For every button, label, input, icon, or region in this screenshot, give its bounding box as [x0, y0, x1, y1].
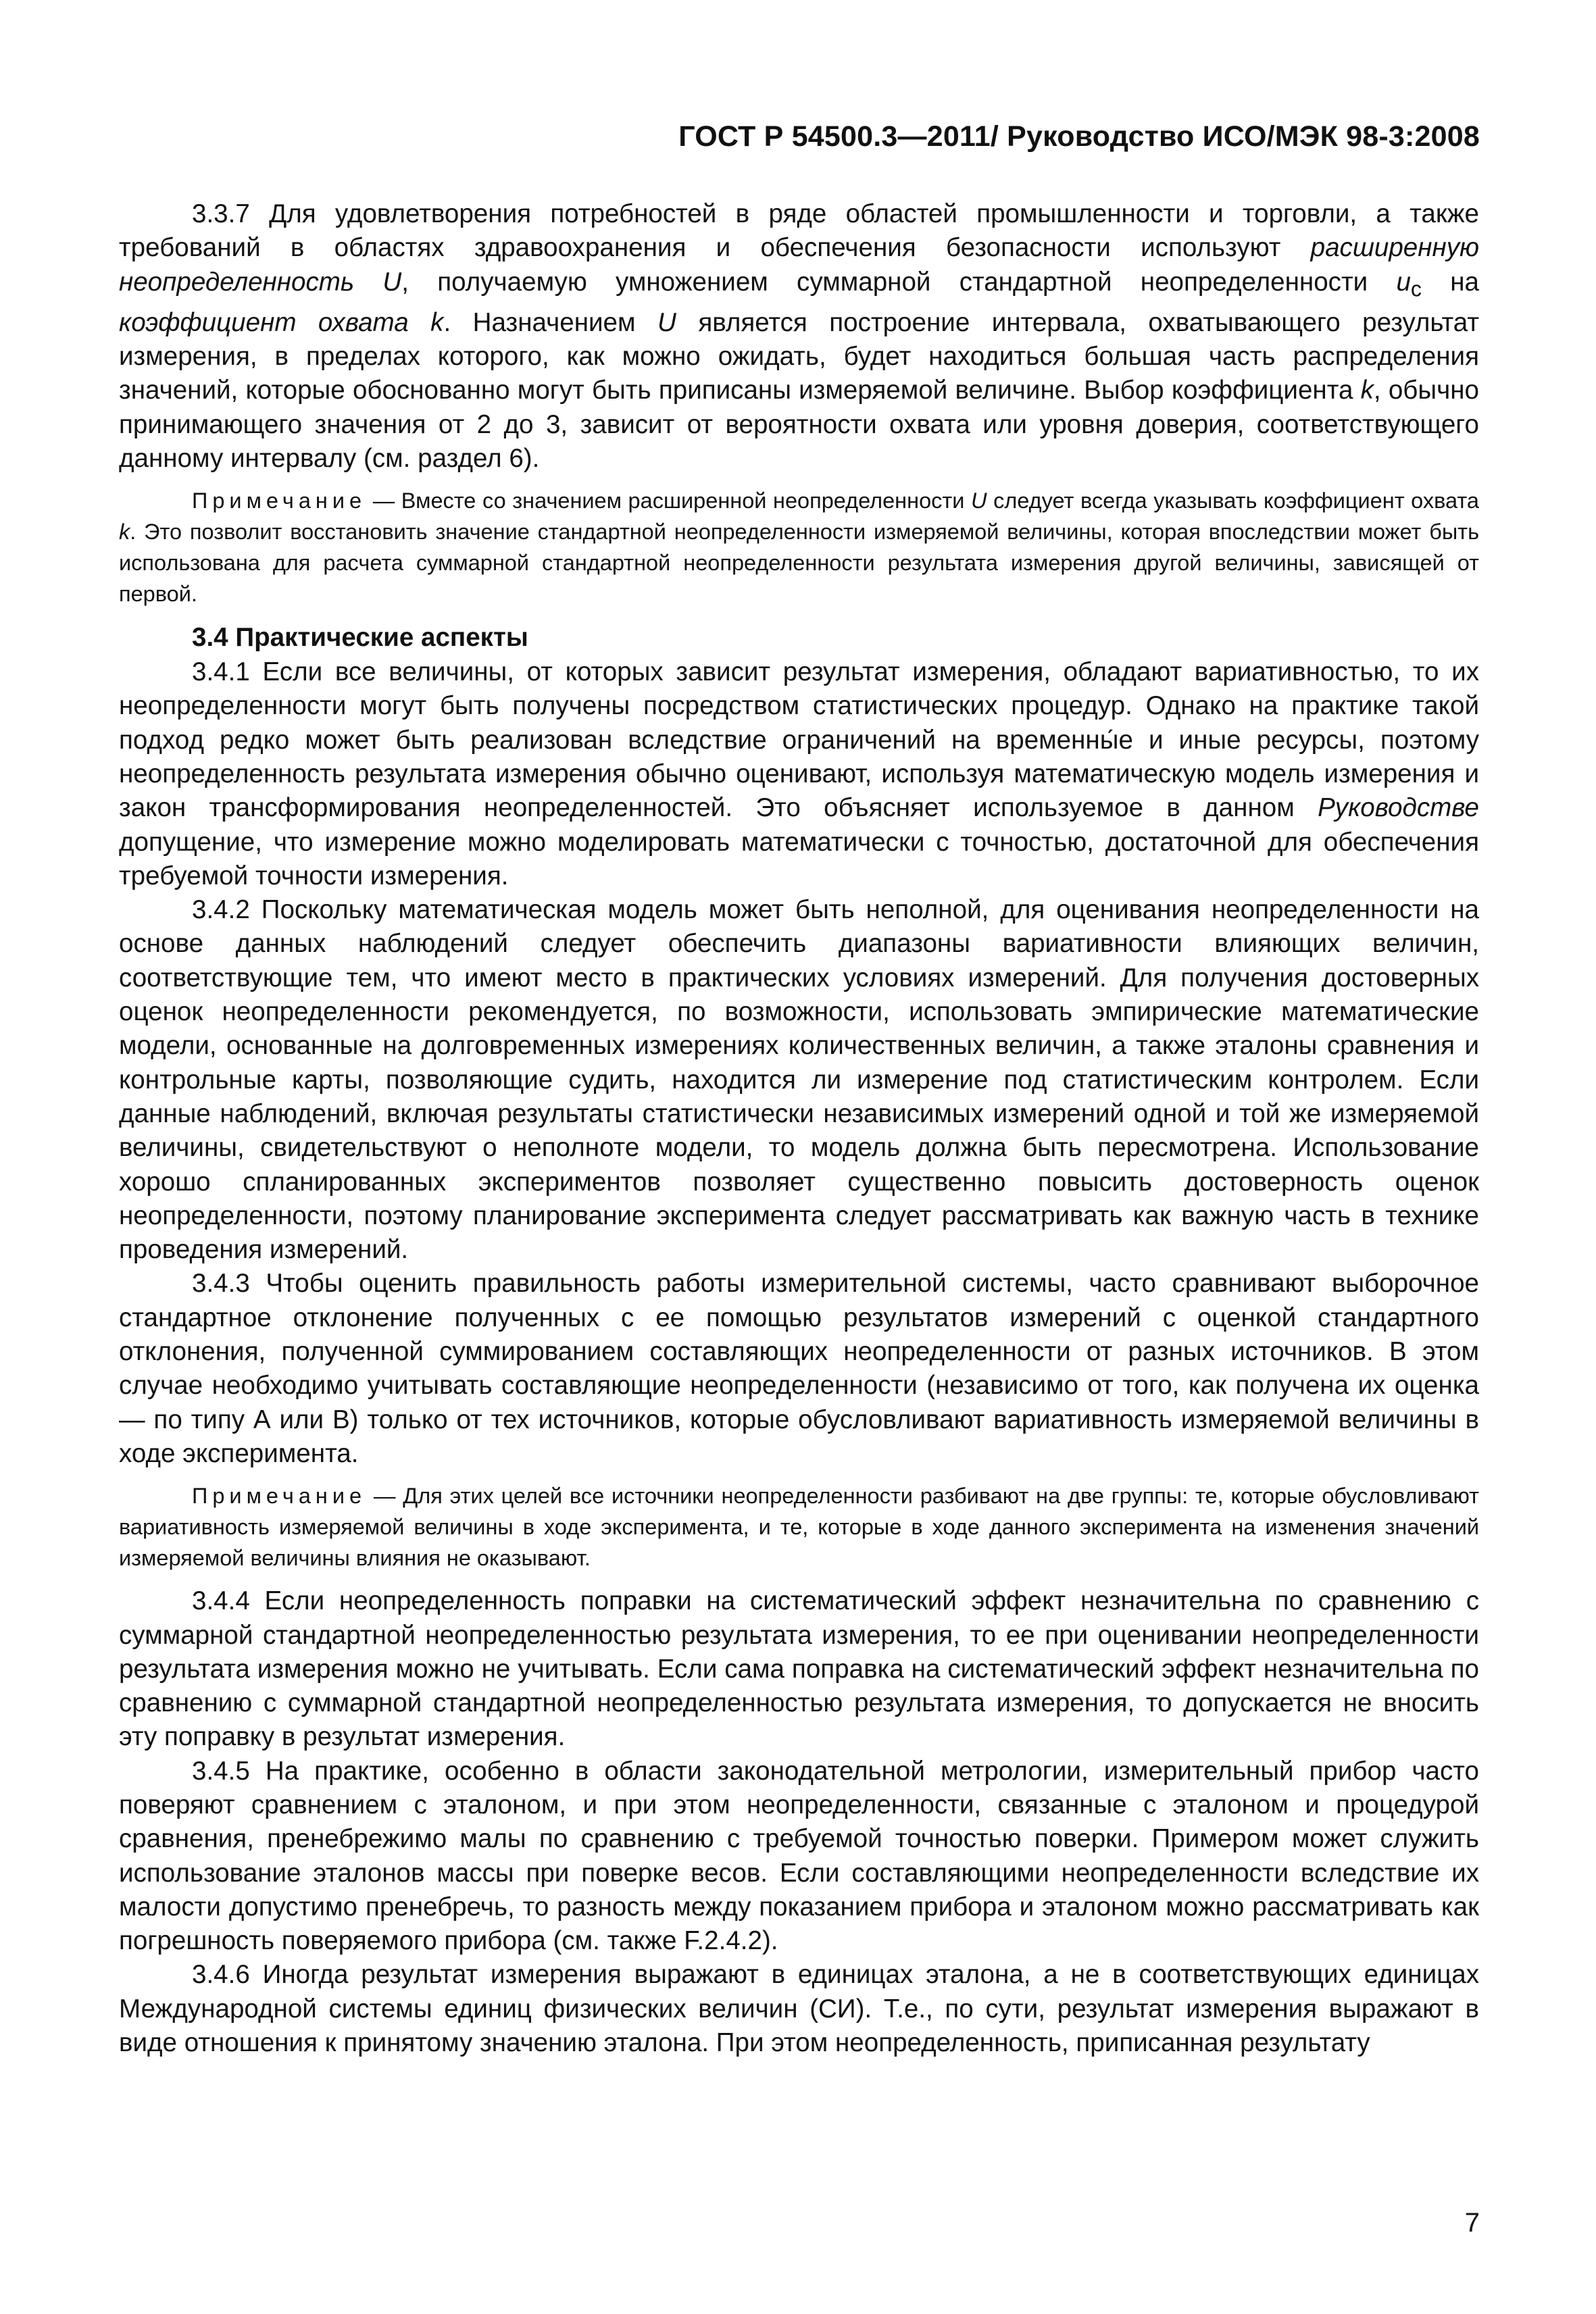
note-label: Примечание — [192, 488, 367, 513]
note-label: Примечание — [192, 1484, 367, 1509]
paragraph-3-4-2: 3.4.2 Поскольку математическая модель может быть неполной, для оценивания неопределенности на основе данных наблюдений следует обеспечить диапазоны вариативности влияющих величин, соответствующие тем, что имеют место в практических условиях измерений. Для получения достоверных оценок неопределенности рекомендуется, по возможности, использовать эмпирические математические модели, основанные на долговременных измерениях количественных величин, а также эталоны сравнения и контрольные карты, позволяющие судить, находится ли измерение под статистическим контролем. Если данные наблюдений, включая результаты статистически независимых измерений одной и той же измеряемой величины, свидетельствуют о неполноте модели, то модель должна быть пересмотрена. Использование хорошо спланированных экспериментов позволяет существенно повысить достоверность оценок неопределенности, поэтому планирование эксперимента следует рассматривать как важную часть в технике проведения измерений. — [119, 895, 1479, 1265]
paragraph-3-4-1: 3.4.1 Если все величины, от которых зависит результат измерения, обладают вариативностью, то их неопределенности могут быть получены посредством статистических процедур. Однако на практике такой подход редко может быть реализован вследствие ограничений на временны́е и иные ресурсы, поэтому неопределенность результата измерения обычно оценивают, используя математическую модель измерения и закон трансформирования неопределенностей. Это объясняет используемое в данном Руководстве допущение, что измерение можно моделировать математически с точностью, достаточной для обеспечения требуемой точности измерения. — [119, 657, 1479, 890]
paragraph-3-4-4: 3.4.4 Если неопределенность поправки на систематический эффект незначительна по сравнению с суммарной стандартной неопределенностью результата измерения, то ее при оценивании неопределенности результата измерения можно не учитывать. Если сама поправка на систематический эффект незначительна по сравнению с суммарной стандартной неопределенностью результата измерения, то допускается не вносить эту поправку в результат измерения. — [119, 1586, 1479, 1752]
document-body — [119, 197, 1479, 2060]
paragraph-3-4-6: 3.4.6 Иногда результат измерения выражают в единицах эталона, а не в соответствующих единицах Международной системы единиц физических величин (СИ). Т.е., по сути, результат измерения выражают в виде отношения к принятому значению эталона. При этом неопределенность, приписанная результату — [119, 1960, 1479, 2058]
note-expanded-uncertainty: Примечание — Вместе со значением расширенной неопределенности U следует всегда указывать коэффициент охвата k. Это позволит восстановить значение стандартной неопределенности измеряемой величины, которая впоследствии может быть использована для расчета суммарной стандартной неопределенности результата измерения другой величины, зависящей от первой. — [119, 488, 1479, 607]
note-uncertainty-groups: Примечание — Для этих целей все источники неопределенности разбивают на две группы: те, которые обусловливают вариативность измеряемой величины в ходе эксперимента, и те, которые в ходе данного эксперимента на изменения значений измеряемой величины влияния не оказывают. — [119, 1484, 1479, 1571]
paragraph-3-3-7: 3.3.7 Для удовлетворения потребностей в ряде областей промышленности и торговли, а также требований в областях здравоохранения и обеспечения безопасности используют расширенную неопределенность U, получаемую умножением суммарной стандартной неопределенности $u_c$ на коэффициент охвата k. Назначением U является построение интервала, охватывающего результат измерения, в пределах которого, как можно ожидать, будет находиться большая часть распределения значений, которые обоснованно могут быть приписаны измеряемой величине. Выбор коэффициента k, обычно принимающего значения от 2 до 3, зависит от вероятности охвата или уровня доверия, соответствующего данному интервалу (см. раздел 6). — [119, 199, 1479, 473]
page-header: ГОСТ Р 54500.3—2011/ Руководство ИСО/МЭК 98-3:2008 — [678, 120, 1480, 153]
paragraph-3-4-5: 3.4.5 На практике, особенно в области законодательной метрологии, измерительный прибор часто поверяют сравнением с эталоном, и при этом неопределенности, связанные с эталоном и процедурой сравнения, пренебрежимо малы по сравнению с требуемой точностью поверки. Примером может служить использование эталонов массы при поверке весов. Если составляющими неопределенности вследствие их малости допустимо пренебречь, то разность между показанием прибора и эталоном можно рассматривать как погрешность поверяемого прибора (см. также F.2.4.2). — [119, 1756, 1479, 1956]
page-number: 7 — [1464, 2208, 1480, 2238]
paragraph-3-4-3: 3.4.3 Чтобы оценить правильность работы измерительной системы, часто сравнивают выборочное стандартное отклонение полученных с ее помощью результатов измерений с оценкой стандартного отклонения, полученной суммированием составляющих неопределенности от разных источников. В этом случае необходимо учитывать составляющие неопределенности (независимо от того, как получена их оценка — по типу А или В) только от тех источников, которые обусловливают вариативность измеряемой величины в ходе эксперимента. — [119, 1269, 1479, 1468]
section-heading-3-4: 3.4 Практические аспекты — [192, 623, 528, 653]
